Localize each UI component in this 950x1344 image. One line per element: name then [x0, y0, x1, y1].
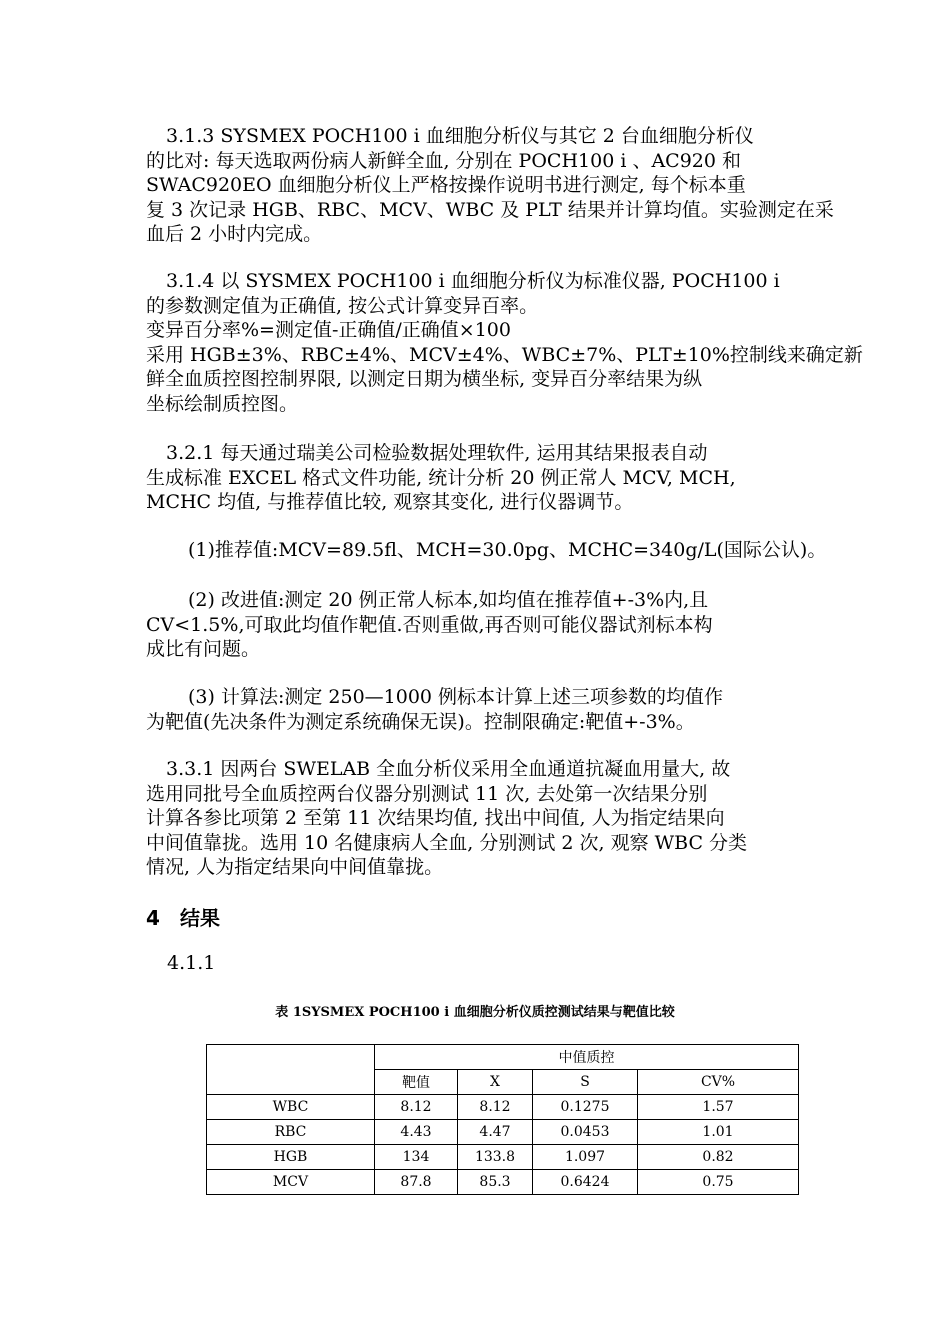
table-row [207, 1095, 799, 1120]
table-cell: 1.097 [533, 1145, 638, 1170]
column-header-s: S [533, 1070, 638, 1095]
table-cell: 133.8 [458, 1145, 533, 1170]
section-title: 结果 [180, 906, 220, 930]
table-cell: 85.3 [458, 1170, 533, 1195]
text-line: 情况, 人为指定结果向中间值靠拢。 [146, 856, 444, 878]
table-row [207, 1170, 799, 1195]
text-line: 变异百分率%=测定值-正确值/正确值×100 [146, 319, 511, 341]
text-line: 中间值靠拢。选用 10 名健康病人全血, 分别测试 2 次, 观察 WBC 分类 [146, 831, 748, 854]
row-label: HGB [207, 1145, 375, 1170]
table-corner-cell [207, 1045, 375, 1095]
text-line: CV<1.5%,可取此均值作靶值.否则重做,再否则可能仪器试剂标本构 [146, 613, 713, 636]
qc-results-table [206, 1044, 799, 1195]
text-line: SWAC920EO 血细胞分析仪上严格按操作说明书进行测定, 每个标本重 [146, 174, 746, 196]
text-line: (2) 改进值:测定 20 例正常人标本,如均值在推荐值+-3%内,且 [188, 589, 709, 611]
table-row [207, 1145, 799, 1170]
text-line: 复 3 次记录 HGB、RBC、MCV、WBC 及 PLT 结果并计算均值。实验测定在采 [146, 198, 834, 221]
table-caption: 表 1SYSMEX POCH100 i 血细胞分析仪质控测试结果与靶值比较 [275, 1005, 675, 1020]
text-line: 3.1.4 以 SYSMEX POCH100 i 血细胞分析仪为标准仪器, POCH100 i [166, 270, 780, 292]
paragraph-3-3-1 [146, 757, 808, 880]
subsection-number: 4.1.1 [167, 952, 216, 974]
paragraph-3-1-3 [146, 124, 834, 247]
table-cell: 0.0453 [533, 1120, 638, 1145]
paragraph-3-2-1 [146, 441, 808, 515]
text-line: 的参数测定值为正确值, 按公式计算变异百率。 [146, 294, 539, 317]
paragraph-improved-value [146, 588, 808, 662]
row-label: MCV [207, 1170, 375, 1195]
text-line: 鲜全血质控图控制界限, 以测定日期为横坐标, 变异百分率结果为纵 [146, 368, 703, 390]
table-cell: 1.57 [638, 1095, 799, 1120]
text-line: MCHC 均值, 与推荐值比较, 观察其变化, 进行仪器调节。 [146, 491, 634, 513]
row-label: RBC [207, 1120, 375, 1145]
text-line: (1)推荐值:MCV=89.5fl、MCH=30.0pg、MCHC=340g/L(国际公认)。 [188, 539, 827, 561]
section-number: 4 [146, 906, 160, 930]
table-header-row [207, 1045, 799, 1070]
row-label: WBC [207, 1095, 375, 1120]
table-cell: 8.12 [375, 1095, 458, 1120]
table-cell: 134 [375, 1145, 458, 1170]
text-line: 3.2.1 每天通过瑞美公司检验数据处理软件, 运用其结果报表自动 [166, 442, 708, 464]
table-row [207, 1120, 799, 1145]
table-cell: 0.82 [638, 1145, 799, 1170]
text-line: 计算各参比项第 2 至第 11 次结果均值, 找出中间值, 人为指定结果向 [146, 807, 725, 829]
text-line: 的比对: 每天选取两份病人新鲜全血, 分别在 POCH100 i 、AC920 和 [146, 149, 742, 172]
table-cell: 0.75 [638, 1170, 799, 1195]
table-cell: 0.6424 [533, 1170, 638, 1195]
text-line: (3) 计算法:测定 250—1000 例标本计算上述三项参数的均值作 [188, 686, 724, 708]
section-heading-results [146, 902, 220, 931]
paragraph-recommended-value [146, 538, 827, 563]
column-header-cv: CV% [638, 1070, 799, 1095]
text-line: 选用同批号全血质控两台仪器分别测试 11 次, 去处第一次结果分别 [146, 782, 708, 805]
table-group-header: 中值质控 [375, 1045, 799, 1070]
table-cell: 4.47 [458, 1120, 533, 1145]
text-line: 3.3.1 因两台 SWELAB 全血分析仪采用全血通道抗凝血用量大, 故 [166, 758, 731, 780]
table-cell: 87.8 [375, 1170, 458, 1195]
table-cell: 8.12 [458, 1095, 533, 1120]
text-line: 3.1.3 SYSMEX POCH100 i 血细胞分析仪与其它 2 台血细胞分析仪 [166, 125, 754, 147]
text-line: 生成标准 EXCEL 格式文件功能, 统计分析 20 例正常人 MCV, MCH, [146, 466, 736, 489]
column-header-target: 靶值 [375, 1070, 458, 1095]
text-line: 为靶值(先决条件为测定系统确保无误)。控制限确定:靶值+-3%。 [146, 710, 695, 733]
table-cell: 0.1275 [533, 1095, 638, 1120]
column-header-x: X [458, 1070, 533, 1095]
text-line: 坐标绘制质控图。 [146, 392, 299, 415]
table-cell: 4.43 [375, 1120, 458, 1145]
paragraph-calculation-method [146, 685, 808, 734]
text-line: 血后 2 小时内完成。 [146, 223, 323, 245]
table-cell: 1.01 [638, 1120, 799, 1145]
paragraph-3-1-4 [146, 269, 863, 416]
text-line: 采用 HGB±3%、RBC±4%、MCV±4%、WBC±7%、PLT±10%控制线来确定新 [146, 343, 863, 366]
text-line: 成比有问题。 [146, 638, 261, 660]
